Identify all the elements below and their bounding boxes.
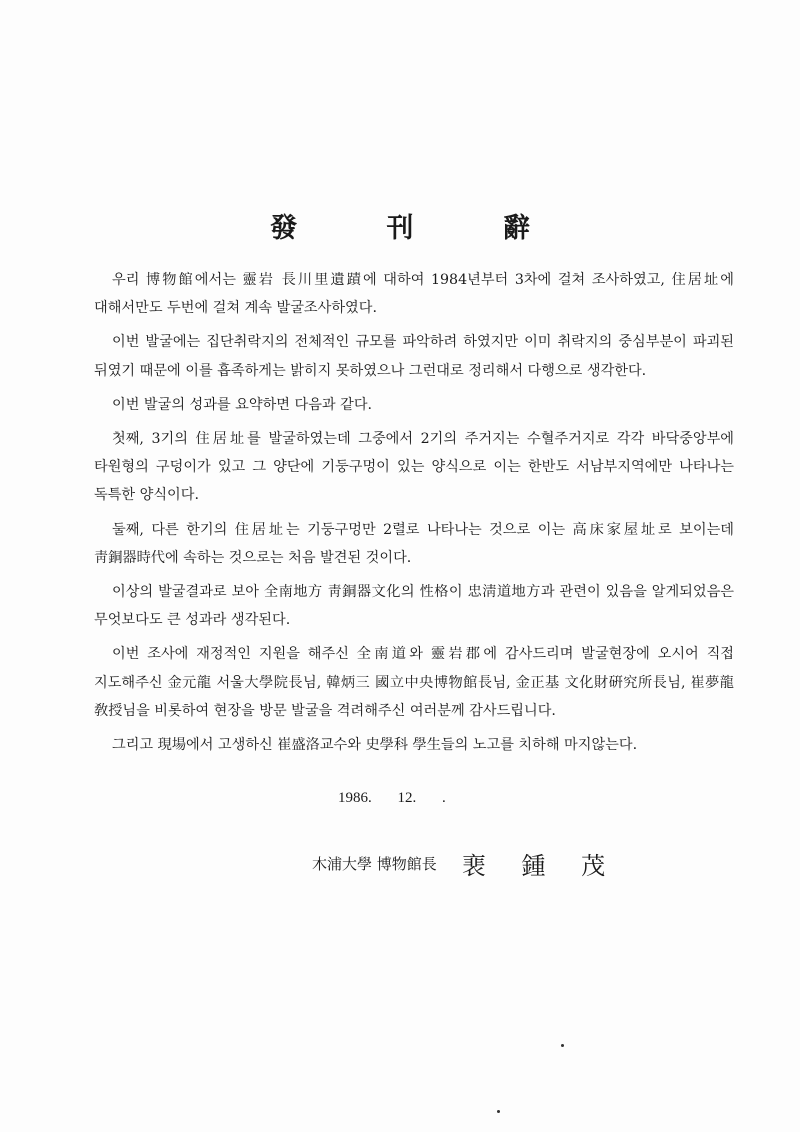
paragraph-8: 그리고 現場에서 고생하신 崔盛洛교수와 史學科 學生들의 노고를 치하해 마지않는다. [112, 737, 638, 754]
paragraph-3: 이번 발굴의 성과를 요약하면 다음과 같다. [112, 396, 373, 413]
publication-date: 1986. 12. . [338, 790, 446, 806]
paragraph-1: 우리 博物館에서는 靈岩 長川里遺蹟에 대하여 1984년부터 3차에 걸쳐 조사하였고, 住居址에 대해서만도 두번에 걸쳐 계속 발굴조사하였다. [94, 272, 734, 317]
paragraph-6: 이상의 발굴결과로 보아 全南地方 靑銅器文化의 性格이 忠淸道地方과 관련이 있음을 알게되었음은 무엇보다도 큰 성과라 생각된다. [94, 584, 734, 629]
signature-name: 裵 鍾 茂 [461, 852, 620, 880]
paragraph-7: 이번 조사에 재정적인 지원을 해주신 全南道와 靈岩郡에 감사드리며 발굴현장에 오시어 직접 지도해주신 金元龍 서울大學院長님, 韓炳三 國立中央博物館長님, 金正基 文化財硏究所長님, 崔夢龍 敎授님을 비롯하여 현장을 방문 발굴을 격려해주신 여러분께 감사드립니다. [94, 646, 734, 719]
speck-mark [561, 1044, 564, 1047]
speck-mark [497, 1110, 500, 1113]
page-title: 發 刊 辭 [270, 213, 570, 244]
paragraph-5: 둘째, 다른 한기의 住居址는 기둥구멍만 2렬로 나타나는 것으로 이는 高床家屋址로 보이는데 靑銅器時代에 속하는 것으로는 처음 발견된 것이다. [94, 521, 734, 566]
signature-organization: 木浦大學 博物館長 [312, 855, 437, 873]
paragraph-2: 이번 발굴에는 집단취락지의 전체적인 규모를 파악하려 하였지만 이미 취락지의 중심부분이 파괴된 뒤였기 때문에 이를 흡족하게는 밝히지 못하였으나 그런대로 정리해서 다행으로 생각한다. [94, 334, 734, 379]
signature-block [312, 846, 619, 881]
paragraph-4: 첫째, 3기의 住居址를 발굴하였는데 그중에서 2기의 주거지는 수혈주거지로 각각 바닥중앙부에 타원형의 구덩이가 있고 그 양단에 기둥구멍이 있는 양식으로 이는 한반도 서남부지역에만 나타나는 독특한 양식이다. [94, 431, 734, 504]
preface-body [94, 266, 734, 765]
